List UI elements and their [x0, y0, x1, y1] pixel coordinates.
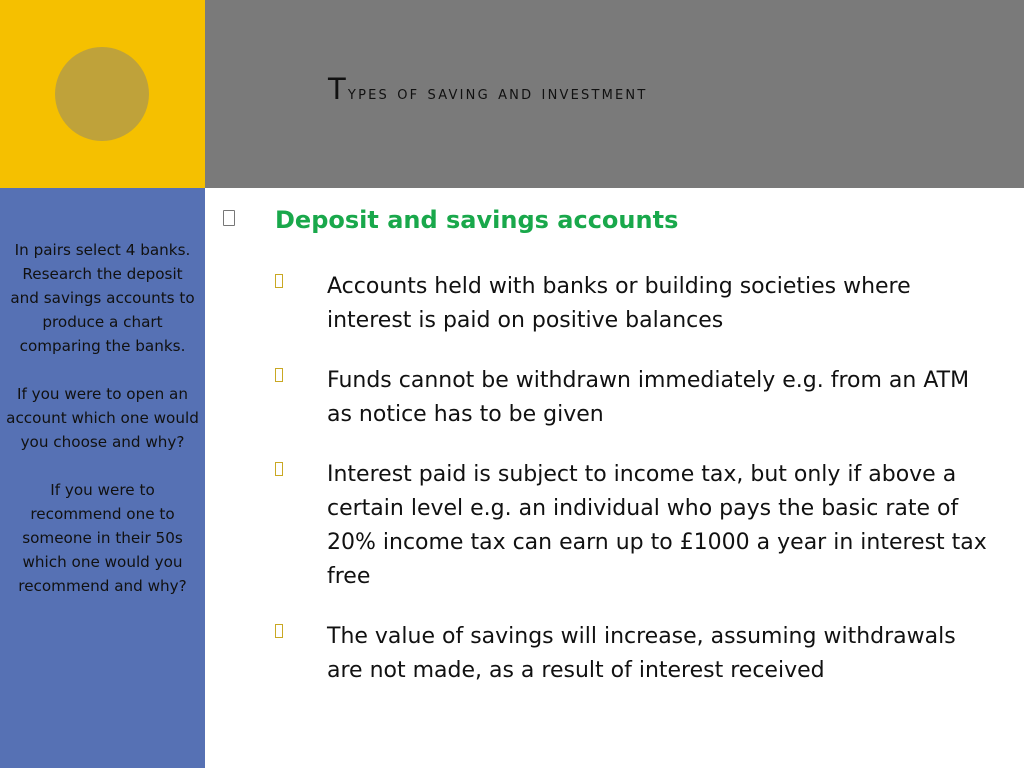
- title-first-letter: T: [328, 72, 348, 106]
- decorative-circle: [55, 47, 149, 141]
- missing-glyph-box-icon: [275, 368, 283, 382]
- sidebar-paragraph: In pairs select 4 banks. Research the deposit and savings accounts to produce a chart comparing the banks.: [10, 241, 195, 355]
- sidebar-paragraph: If you were to open an account which one would you choose and why?: [6, 385, 199, 451]
- sidebar-panel: [0, 188, 205, 768]
- bullet-text: Interest paid is subject to income tax, but only if above a certain level e.g. an individual who pays the basic rate of 20% income tax can earn up to £1000 a year in interest tax free: [327, 462, 987, 589]
- bullet-text: Funds cannot be withdrawn immediately e.g. from an ATM as notice has to be given: [327, 368, 970, 427]
- slide-content: [205, 188, 1024, 768]
- missing-glyph-box-icon: [275, 462, 283, 476]
- missing-glyph-box-icon: [275, 624, 283, 638]
- bullet-text: The value of savings will increase, assuming withdrawals are not made, as a result of interest received: [327, 624, 956, 683]
- missing-glyph-box-icon: [275, 274, 283, 288]
- sidebar-note: [6, 238, 199, 598]
- missing-glyph-box-icon: [223, 210, 235, 226]
- bullet-text: Accounts held with banks or building societies where interest is paid on positive balances: [327, 274, 911, 333]
- sidebar-paragraph: If you were to recommend one to someone in their 50s which one would you recommend and why?: [18, 481, 187, 595]
- section-heading: Deposit and savings accounts: [275, 206, 679, 234]
- corner-accent-block: [0, 0, 205, 188]
- title-rest: ypes of saving and investment: [347, 82, 648, 104]
- slide-title: [328, 72, 648, 112]
